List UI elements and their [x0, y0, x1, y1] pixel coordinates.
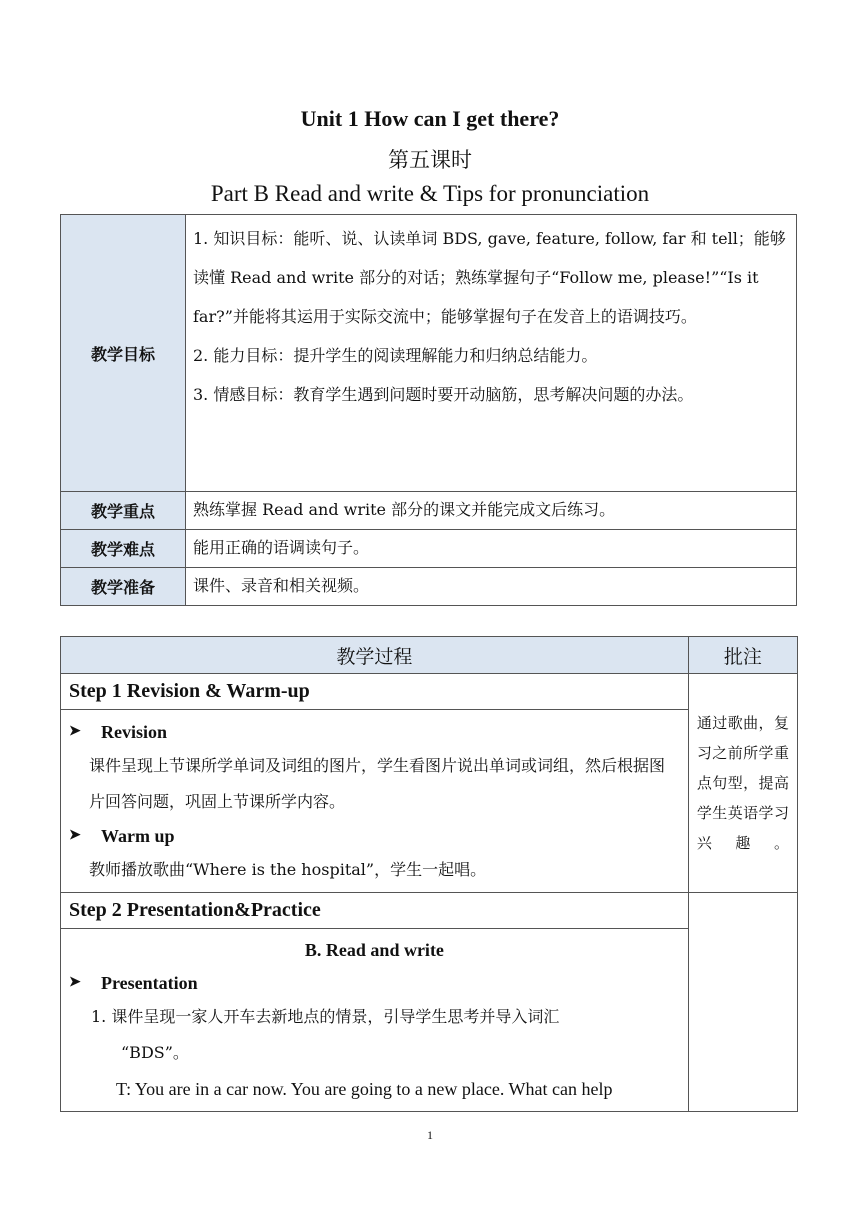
revision-text: 课件呈现上节课所学单词及词组的图片，学生看图片说出单词或词组，然后根据图片回答问题，巩固上节课所学内容。	[89, 756, 666, 811]
presentation-item-1: 1. 课件呈现一家人开车去新地点的情景，引导学生思考并导入词汇	[91, 1007, 560, 1026]
key-points-row	[61, 492, 797, 530]
teacher-line: T: You are in a car now. You are going to a new place. What can help	[116, 1079, 613, 1099]
section-b-title: B. Read and write	[304, 940, 444, 960]
objectives-content	[186, 215, 797, 492]
step1-title: Step 1 Revision & Warm-up	[61, 674, 689, 710]
difficulty-label: 教学难点	[61, 530, 186, 568]
presentation-title: Presentation	[101, 973, 198, 993]
step1-body	[61, 710, 689, 893]
arrow-bullet-icon: ➤	[69, 975, 81, 990]
objectives-row	[61, 215, 797, 492]
warmup-title: Warm up	[101, 826, 175, 846]
page-number: 1	[427, 1128, 433, 1142]
step1-title-row	[61, 674, 798, 710]
lesson-info-table	[60, 214, 797, 606]
revision-heading	[69, 716, 680, 748]
difficulty-content: 能用正确的语调读句子。	[186, 530, 797, 568]
step1-body-row	[61, 710, 798, 893]
process-header-row	[61, 637, 798, 674]
warmup-text: 教师播放歌曲“Where is the hospital”，学生一起唱。	[89, 860, 487, 879]
step2-body	[61, 929, 689, 1112]
objective-ability: 2. 能力目标：提升学生的阅读理解能力和归纳总结能力。	[193, 346, 598, 365]
key-points-label: 教学重点	[61, 492, 186, 530]
step2-title-row	[61, 893, 798, 929]
teaching-process-table	[60, 636, 798, 1112]
key-points-content: 熟练掌握 Read and write 部分的课文并能完成文后练习。	[186, 492, 797, 530]
preparation-row	[61, 568, 797, 606]
preparation-label: 教学准备	[61, 568, 186, 606]
lesson-part-title: Part B Read and write & Tips for pronunciation	[210, 181, 650, 206]
difficulty-row	[61, 530, 797, 568]
objectives-label: 教学目标	[61, 215, 186, 492]
revision-title: Revision	[101, 722, 168, 742]
arrow-bullet-icon: ➤	[69, 724, 81, 739]
presentation-item-1-cont: “BDS”。	[121, 1043, 189, 1062]
objective-emotion: 3. 情感目标：教育学生遇到问题时要开动脑筋，思考解决问题的办法。	[193, 385, 694, 404]
preparation-content: 课件、录音和相关视频。	[186, 568, 797, 606]
presentation-heading	[69, 967, 680, 999]
step1-note: 通过歌曲，复习之前所学重点句型，提高学生英语学习兴趣。	[688, 674, 797, 893]
step2-title: Step 2 Presentation&Practice	[61, 893, 689, 929]
arrow-bullet-icon: ➤	[69, 828, 81, 843]
notes-header: 批注	[688, 637, 797, 674]
process-header: 教学过程	[61, 637, 689, 674]
objective-knowledge: 1. 知识目标：能听、说、认读单词 BDS, gave, feature, follow, far 和 tell；能够读懂 Read and write 部分的对话；熟练掌握句子“Follow me, please!”“Is it far?”并能将其运用于实际交流中；能够掌握句子在发音上的语调技巧。	[193, 229, 786, 326]
step2-body-row	[61, 929, 798, 1112]
step2-note	[688, 893, 797, 1112]
lesson-number: 第五课时	[388, 148, 472, 172]
warmup-heading	[69, 820, 680, 852]
unit-title: Unit 1 How can I get there?	[300, 106, 560, 131]
